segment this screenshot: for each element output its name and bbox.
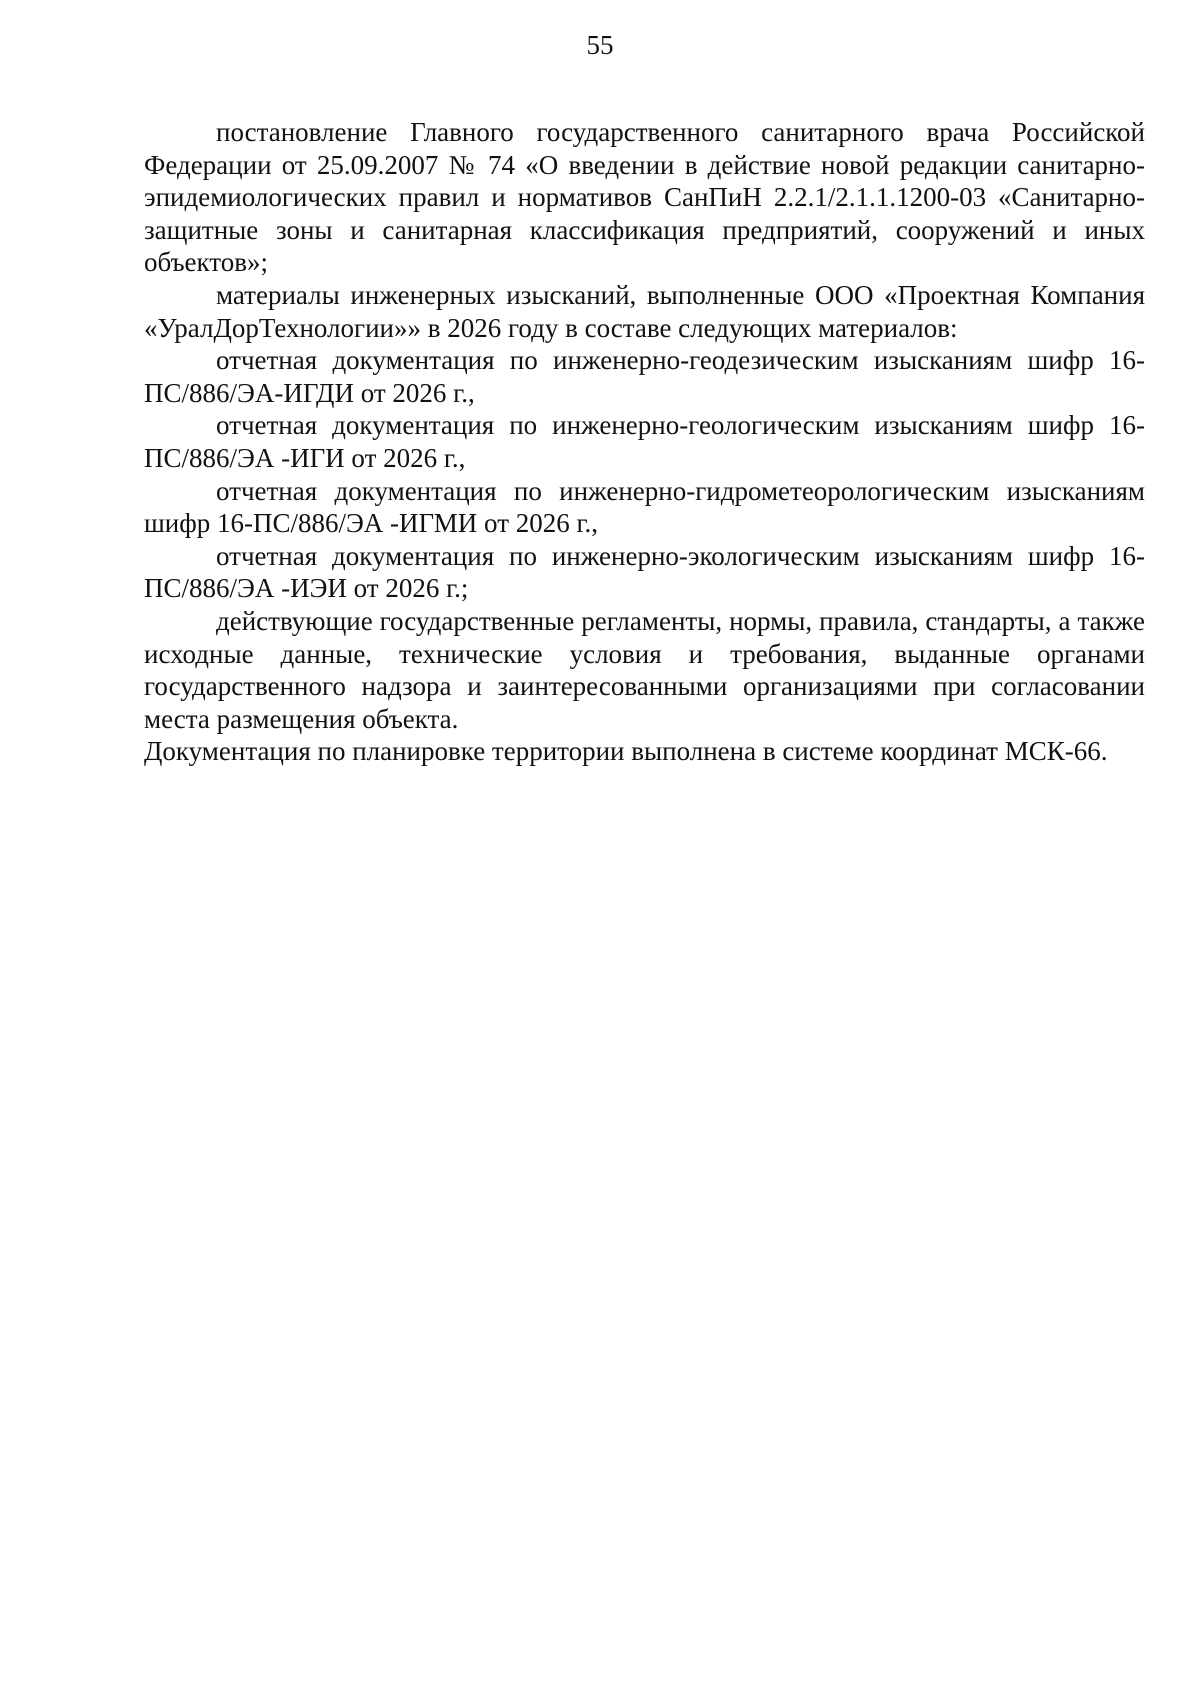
- paragraph-coordinate-system: Документация по планировке территории выполнена в системе координат МСК-66.: [144, 736, 1108, 767]
- paragraph-geological-report: отчетная документация по инженерно-геологическим изысканиям шифр 16-ПС/886/ЭА -ИГИ от 2026 г.,: [144, 410, 1145, 473]
- paragraph-sanpin-resolution: постановление Главного государственного санитарного врача Российской Федерации от 25.09.2007 № 74 «О введении в действие новой редакции санитарно-эпидемиологических правил и нормативов СанПиН 2.2.1/2.1.1.1200-03 «Санитарно-защитные зоны и санитарная классификация предприятий, сооружений и иных объектов»;: [144, 117, 1145, 278]
- paragraph-ecological-report: отчетная документация по инженерно-экологическим изысканиям шифр 16-ПС/886/ЭА -ИЭИ от 2026 г.;: [144, 540, 1145, 604]
- page-number: 55: [586, 30, 614, 60]
- paragraph-geodetic-report: отчетная документация по инженерно-геодезическим изысканиям шифр 16-ПС/886/ЭА-ИГДИ от 2026 г.,: [144, 345, 1145, 408]
- document-body: [144, 116, 1145, 768]
- paragraph-engineering-surveys: материалы инженерных изысканий, выполненные ООО «Проектная Компания «УралДорТехнологии»» в 2026 году в составе следующих материалов:: [144, 279, 1145, 343]
- paragraph-regulations: действующие государственные регламенты, нормы, правила, стандарты, а также исходные данные, технические условия и требования, выданные органами государственного надзора и заинтересованными организациями при согласовании места размещения объекта.: [144, 605, 1145, 734]
- paragraph-hydrometeorological-report: отчетная документация по инженерно-гидрометеорологическим изысканиям шифр 16-ПС/886/ЭА -ИГМИ от 2026 г.,: [144, 475, 1145, 539]
